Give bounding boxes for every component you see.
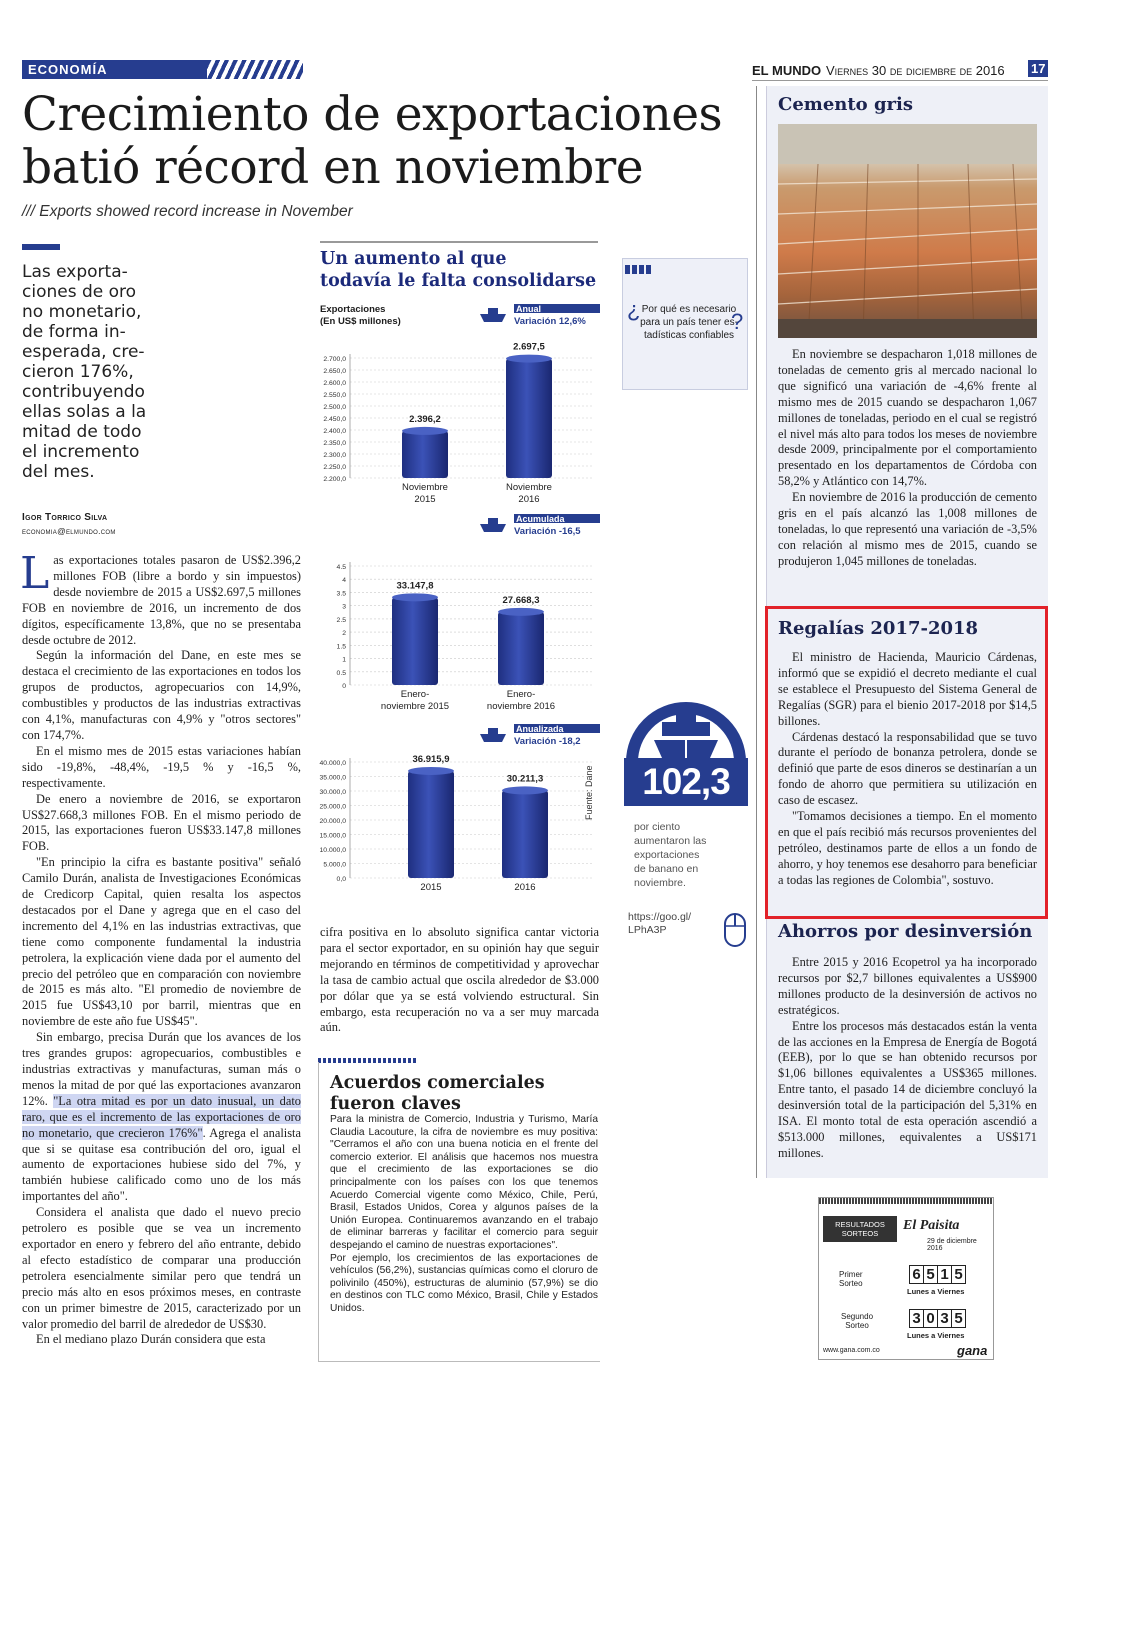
units-line-2: (En US$ millones) <box>320 316 401 327</box>
ahorros-paragraph-1: Entre 2015 y 2016 Ecopetrol ya ha incorporado recursos por $2,7 billones equivalentes a US$900 millones producto de la desinversión de activos no estratégicos. <box>778 955 1037 1017</box>
cemento-title: Cemento gris <box>778 94 913 115</box>
regalias-paragraph-2: Cárdenas destacó la responsabilidad que se tuvo durante el período de bonanza petrolera, donde se definió que parte de esos dineros se destinarían a un fondo de ahorro que permitiera su utilización en caso de escasez. <box>778 729 1037 808</box>
banana-link-line-1[interactable]: https://goo.gl/ <box>628 911 692 923</box>
first-draw-label-1: Primer <box>839 1270 863 1279</box>
chart-2-tick-5: 2.5 <box>336 616 346 624</box>
chart-2-bar-1-cap <box>392 593 438 601</box>
cemento-paragraph-2: En noviembre de 2016 la producción de cemento gris en el país alcanzó las 1,008 millones de toneladas, lo que representó una variación de -3,5% con relación al mismo mes de 2015, cuando se produjeron 1,045 millones de toneladas. <box>778 490 1037 568</box>
units-line-1: Exportaciones <box>320 304 386 315</box>
acuerdos-title-2: fueron claves <box>330 1094 461 1114</box>
chart-3-bar-2 <box>502 790 548 878</box>
acuerdos-title-1: Acuerdos comerciales <box>330 1073 545 1093</box>
ahorros-text <box>778 955 1037 1162</box>
chart-2-tick-3: 3.5 <box>336 590 346 598</box>
question-text <box>637 303 744 342</box>
cemento-text <box>778 347 1037 570</box>
author: Igor Torrico Silva <box>22 512 108 523</box>
first-draw-number <box>909 1264 965 1284</box>
first-digit-2: 5 <box>923 1265 938 1284</box>
question-box-stripe <box>625 265 651 274</box>
paragraph-9: cifra positiva en lo absoluto significa cantar victoria para el sector exportador, en su opinión hay que seguir mejorando en términos de competitividad y aprovechar la tasa de cambio actual que oscila alrededor de $3.000 por dólar que ya se está volviendo estructural. Sin embargo, esta recuperación no va a ser muy marcada aún. <box>320 925 599 1035</box>
chart-1-tick-6: 2.450,0 <box>323 416 346 423</box>
chart-2-ship-icon <box>480 524 506 532</box>
acuerdos-border-bottom <box>318 1361 600 1362</box>
chart-2-tick-2: 4 <box>342 577 346 585</box>
chart-3-tick-9: 0,0 <box>336 876 346 883</box>
lead-line-7: contribuyendo <box>22 382 145 402</box>
section-stripes <box>207 60 303 79</box>
chart-2-tick-9: 0.5 <box>336 669 346 677</box>
question-line-3: tadísticas confiables <box>643 330 735 341</box>
banana-caption-5: noviembre. <box>634 877 686 889</box>
chart-1-tick-2: 2.650,0 <box>323 368 346 375</box>
chart-3-bar-1-cap <box>408 767 454 775</box>
paragraph-5: "En principio la cifra es bastante positiva" señaló Camilo Durán, analista de Investigaciones Económicas de Credicorp Capital, quien resalta los aspectos destacados por el Dane y agrega que en el caso del incremento del 4,1% en las industrias extractivas, que tiene como componente fundamental la industria petrolera, la explicación viene dada por el aumento del precio del petróleo que en comparación con noviembre de 2015 es más alto. "El promedio de noviembre de 2015 fue US$43,10 por barril, mientras que en noviembre de este año fue US$45". <box>22 855 301 1029</box>
paragraph-6-end: . Agrega el analista que si se quitase esa contribución del oro, igual el aumento de exportaciones hubiese sido del 7%, y también hubiese calificado como uno de los más importantes del año". <box>22 1125 301 1204</box>
chart-2-ship-cabin <box>488 518 498 524</box>
chart-2-category-label-2-1: Enero- <box>506 689 536 700</box>
banana-stat-value: 102,3 <box>624 758 748 806</box>
chart-1-bar-2-cap <box>506 355 552 363</box>
first-draw-days: Lunes a Viernes <box>907 1287 965 1296</box>
lottery-top-stripe <box>819 1198 993 1204</box>
chart-2-category-label-1-1: Enero- <box>400 689 430 700</box>
regalias-paragraph-3: "Tomamos decisiones a tiempo. En el momento en que el país recibió más recursos provenientes del petróleo, destinamos parte de ellos a un fondo de ahorro, y hoy tenemos ese desahorro para beneficiar a todas las regiones de Colombia", sostuvo. <box>778 809 1037 887</box>
chart-3-value-label-2: 30.211,3 <box>506 773 544 785</box>
masthead-paper: EL MUNDO <box>752 63 822 78</box>
banana-caption-1: por ciento <box>634 821 681 833</box>
acuerdos-title <box>330 1073 600 1115</box>
chart-2-value-label-1: 33.147,8 <box>396 580 434 592</box>
chart-1-tick-1: 2.700,0 <box>323 356 346 363</box>
second-digit-3: 3 <box>937 1309 952 1328</box>
chart-2-bar-1 <box>392 597 438 685</box>
body-column-2 <box>320 925 599 1036</box>
title-line-2: batió récord en noviembre <box>22 140 644 195</box>
chart-2-tick-10: 0 <box>342 683 346 690</box>
masthead-date: Viernes 30 de diciembre de 2016 <box>826 63 1005 78</box>
first-digit-4: 5 <box>951 1265 966 1284</box>
lead-line-3: no monetario, <box>22 302 142 322</box>
paragraph-8: En el mediano plazo Durán considera que esta <box>36 1332 266 1347</box>
cement-photo-svg <box>778 124 1037 338</box>
page-number: 17 <box>1028 60 1048 77</box>
first-digit-3: 1 <box>937 1265 952 1284</box>
chart-3-ship-icon <box>480 734 506 742</box>
second-draw-label <box>841 1312 873 1330</box>
chart-1-category-label-1-1: Noviembre <box>402 482 448 493</box>
chart-3-tick-5: 20.000,0 <box>319 818 346 825</box>
chart-3-tick-2: 35.000,0 <box>319 774 346 782</box>
acuerdos-text <box>330 1114 598 1316</box>
chart-1-tick-5: 2.500,0 <box>323 404 346 411</box>
lead-line-11: del mes. <box>22 462 95 482</box>
infographic-charts <box>318 300 600 920</box>
regalias-paragraph-1: El ministro de Hacienda, Mauricio Cárdenas, informó que se expidió el decreto mediante el cual se establece el Presupuesto del Sistema General de Regalías (SGR) para el bienio 2017-2018 por $14,5 billones. <box>778 650 1037 728</box>
lottery-ad[interactable] <box>818 1197 994 1360</box>
chart-2-tick-4: 3 <box>342 603 346 611</box>
masthead-rule <box>752 80 1048 81</box>
section-label: ECONOMÍA <box>22 60 207 79</box>
chart-1-category-label-2-2: 2016 <box>518 494 540 505</box>
chart-3-bar-2-cap <box>502 786 548 794</box>
paragraph-2: Según la información del Dane, en este mes se destaca el crecimiento de las exportaciones en todos los grupos de productos, agropecuarios con 14,9%, combustibles y productos de las industrias extractivas con 4,1%, manufacturas con 4,9% y "otros sectores" con 174,7%. <box>22 648 301 742</box>
chart-1-tick-9: 2.300,0 <box>323 452 346 459</box>
lottery-header-1: RESULTADOS <box>835 1220 885 1229</box>
paragraph-6 <box>22 1030 301 1205</box>
chart-2-tick-8: 1 <box>342 656 346 664</box>
chart-3-tick-4: 25.000,0 <box>319 803 346 811</box>
chart-3-bar-1 <box>408 771 454 878</box>
lottery-header-2: SORTEOS <box>841 1229 879 1238</box>
first-draw-label-2: Sorteo <box>839 1279 863 1288</box>
lead-marker <box>22 244 60 250</box>
chart-1-value-label-1: 2.396,2 <box>409 413 441 425</box>
chart-2-value-label-2: 27.668,3 <box>502 594 540 606</box>
chart-3-category-label-2-1: 2016 <box>514 882 536 893</box>
paragraph-3: En el mismo mes de 2015 estas variaciones habían sido -19,8%, -48,4%, -19,5 % y -16,5 %, respectivamente. <box>22 743 301 790</box>
question-line-2: para un país tener es- <box>640 317 738 328</box>
article-title <box>22 88 742 194</box>
acuerdos-paragraph-2: Por ejemplo, los crecimientos de las exportaciones de vehículos (56,2%), sustancias químicas como el cloruro de polivinilo (450%), estructuras de aluminio (57,9%) se dio en destinos con TLC como México, Brasil, Chile y Estados Unidos. <box>330 1252 598 1314</box>
question-mark-open: ¿ <box>627 297 641 322</box>
mouse-icon <box>722 910 748 950</box>
chart-3-tag: Anualizada <box>516 724 564 734</box>
lottery-site[interactable]: www.gana.com.co <box>823 1347 880 1354</box>
chart-1-variation: Variación 12,6% <box>514 316 586 327</box>
cemento-paragraph-1: En noviembre se despacharon 1,018 millones de toneladas de cemento gris al mercado nacional lo que significó una variación de -4,6% frente al mismo mes de 2015 cuando se despacharon 1,067 millones de toneladas, periodo en el cual se registró el nivel más alto para todos los meses de noviembre desde 2009, principalmente por el comportamiento presentado en los departamentos de Córdoba con 58,2% y Atlántico con 14,7%. <box>778 347 1037 489</box>
chart-2-variation: Variación -16,5 <box>514 526 581 537</box>
chart-3-category-label-1-1: 2015 <box>420 882 442 893</box>
chart-1-tick-3: 2.600,0 <box>323 380 346 387</box>
chart-3-ship-cabin <box>488 728 498 734</box>
lead-line-4: de forma in- <box>22 322 126 342</box>
lottery-brand: El Paisita <box>903 1218 960 1233</box>
first-draw-label <box>839 1270 863 1288</box>
lead-line-1: Las exporta- <box>22 262 128 282</box>
lead-line-2: ciones de oro <box>22 282 137 302</box>
chart-2-tick-1: 4.5 <box>336 564 346 571</box>
charts-svg <box>318 300 600 920</box>
question-mark-close: ? <box>731 309 744 334</box>
sidebar-rule <box>756 86 757 1178</box>
second-draw-number <box>909 1308 965 1328</box>
paragraph-1: as exportaciones totales pasaron de US$2.396,2 millones FOB (libre a bordo y sin impuestos) desde noviembre de 2015 a US$2.697,5 millones FOB en noviembre de 2016, un incremento de dos dígitos, específicamente 13,8%, que no se presentaba desde octubre de 2012. <box>22 553 301 647</box>
infographic-title-2: todavía le falta consolidarse <box>320 271 597 291</box>
paragraph-6-start: Sin embargo, precisa Durán que los avances de los tres grandes grupos: agropecuarios, combustibles e industrias extractivas y manufacturas, suman más o menos la mitad de por qué las exportaciones avanzaron 12%. <box>22 1030 301 1108</box>
chart-source: Fuente: Dane <box>584 765 594 820</box>
lottery-date: 29 de diciembre 2016 <box>927 1238 977 1252</box>
paragraph-4: De enero a noviembre de 2016, se exportaron US$27.668,3 millones FOB. En el mismo periodo de 2015, las exportaciones fueron US$33.147,8 millones FOB. <box>22 791 301 854</box>
chart-1-value-label-2: 2.697,5 <box>513 341 545 353</box>
chart-1-tag: Anual <box>516 304 542 314</box>
chart-2-bar-2-cap <box>498 608 544 616</box>
acuerdos-stripe <box>318 1058 418 1063</box>
second-digit-1: 3 <box>909 1309 924 1328</box>
second-draw-days: Lunes a Viernes <box>907 1331 965 1340</box>
chart-3-tick-6: 15.000,0 <box>319 832 346 840</box>
chart-3-tick-8: 5.000,0 <box>323 861 346 869</box>
chart-1-tick-7: 2.400,0 <box>323 428 346 435</box>
chart-1-bar-2 <box>506 359 552 478</box>
ahorros-paragraph-2: Entre los procesos más destacados están la venta de las acciones en la Empresa de Energía de Bogotá (EEB), por lo que se han obtenido recursos por $1,06 billones equivalentes a US$365 millones. Entre tanto, el pasado 14 de diciembre concluyó la desinversión total de la participación del 5,31% en ISA. El monto total de esta operación ascendió a $513.000 millones, equivalentes a US$171 millones. <box>778 1018 1037 1160</box>
chart-2-tick-7: 1.5 <box>336 643 346 651</box>
chart-1-bar-1-cap <box>402 427 448 435</box>
lead-line-10: el incremento <box>22 442 140 462</box>
acuerdos-paragraph-1: Para la ministra de Comercio, Industria y Turismo, María Claudia Lacouture, la cifra de noviembre es muy positiva: "Cerramos el año con una buena noticia en el frente del comercio exterior. El análisis que hacemos nos muestra que el crecimiento de las exportaciones se dio principalmente con los países con los que tenemos Acuerdo Comercial vigente como México, Chile, Perú, Brasil, Estados Unidos, Corea y algunos países de la Unión Europea. Continuaremos avanzando en el trabajo de eliminar barreras y facilitar el comercio para seguir despejando el camino de nuestras exportaciones". <box>330 1114 598 1251</box>
chart-1-ship-cabin <box>488 308 498 314</box>
article-subtitle: /// Exports showed record increase in November <box>22 203 353 220</box>
banana-link-line-2[interactable]: LPhA3P <box>628 924 667 936</box>
chart-3-tick-7: 10.000,0 <box>319 847 346 854</box>
chart-1-ship-icon <box>480 314 506 322</box>
title-line-1: Crecimiento de exportaciones <box>22 87 723 142</box>
ahorros-title: Ahorros por desinversión <box>778 921 1033 942</box>
highlighted-quote: "La otra mitad es por un dato inusual, un dato raro, que es el incremento de las exportaciones de oro no monetario, que crecieron 176%" <box>22 1093 301 1140</box>
chart-1-tick-4: 2.550,0 <box>323 392 346 399</box>
chart-2-tag: Acumulada <box>516 514 565 524</box>
chart-3-tick-3: 30.000,0 <box>319 789 346 796</box>
gana-logo: gana <box>957 1343 988 1358</box>
lead-line-9: mitad de todo <box>22 422 142 442</box>
chart-1-tick-8: 2.350,0 <box>323 440 346 447</box>
chart-1-category-label-2-1: Noviembre <box>506 482 552 493</box>
regalias-title: Regalías 2017-2018 <box>778 618 979 639</box>
chart-2-category-label-2-2: noviembre 2016 <box>486 701 556 712</box>
lead-line-8: ellas solas a la <box>22 402 147 422</box>
banana-caption-4: de banano en <box>634 863 699 875</box>
lottery-header <box>823 1216 897 1242</box>
lead-line-5: esperada, cre- <box>22 342 145 362</box>
question-box[interactable] <box>622 258 748 390</box>
banana-caption <box>634 820 744 890</box>
question-line-1: Por qué es necesario <box>641 304 737 315</box>
paragraph-7: Considera el analista que dado el nuevo precio petrolero es posible que se vea un incremento exportador en enero y febrero del año entrante, debido al efecto estadístico de comparar una producción petrolera esencialmente similar pero que tendrá un precio más alto en esos próximos meses, en contraste con un primer bimestre de 2015, caracterizado por un valor promedio del barril de alrededor de US$30. <box>22 1205 301 1331</box>
chart-1-tick-11: 2.200,0 <box>323 476 346 483</box>
chart-3-tick-1: 40.000,0 <box>319 760 346 767</box>
chart-2-bar-2 <box>498 612 544 685</box>
acuerdos-border-left <box>318 1062 319 1362</box>
chart-1-tick-10: 2.250,0 <box>323 464 346 471</box>
banana-caption-2: aumentaron las <box>634 835 707 847</box>
chart-2-tick-6: 2 <box>342 630 346 638</box>
cement-photo <box>778 124 1037 338</box>
second-draw-label-2: Sorteo <box>845 1321 869 1330</box>
second-digit-2: 0 <box>923 1309 938 1328</box>
body-column-1 <box>20 548 301 1348</box>
infographic-title <box>320 248 600 292</box>
chart-3-value-label-1: 36.915,9 <box>412 753 450 765</box>
chart-3-variation: Variación -18,2 <box>514 736 581 747</box>
drop-cap: L <box>20 548 50 599</box>
regalias-text <box>778 650 1037 889</box>
banana-caption-3: exportaciones <box>634 849 700 861</box>
chart-2-category-label-1-2: noviembre 2015 <box>380 701 450 712</box>
second-digit-4: 5 <box>951 1309 966 1328</box>
chart-1-category-label-1-2: 2015 <box>414 494 436 505</box>
chart-1-bar-1 <box>402 431 448 478</box>
lead-line-6: cieron 176%, <box>22 362 134 382</box>
author-email: economia@elmundo.com <box>22 526 116 536</box>
first-digit-1: 6 <box>909 1265 924 1284</box>
infographic-rule <box>320 241 598 243</box>
banana-link[interactable] <box>628 911 691 937</box>
article-lead <box>22 262 222 482</box>
second-draw-label-1: Segundo <box>841 1312 874 1321</box>
infographic-title-1: Un aumento al que <box>320 249 507 269</box>
